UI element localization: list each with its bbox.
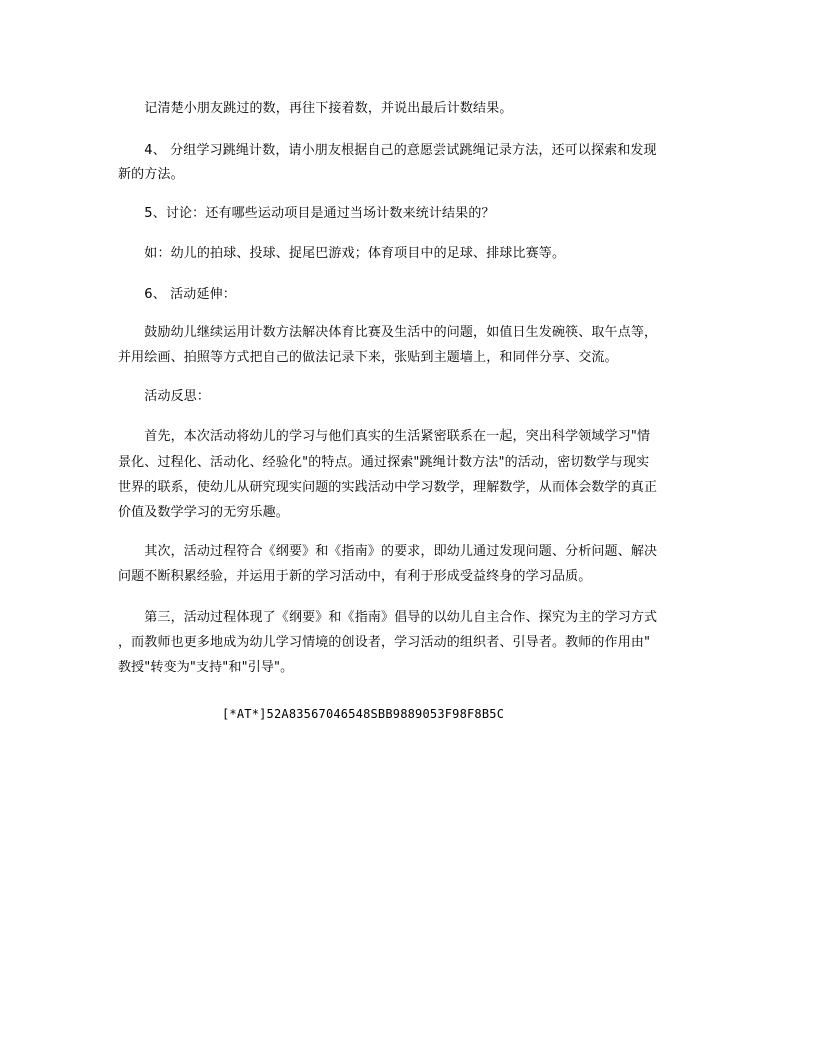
text-line: 并用绘画、拍照等方式把自己的做法记录下来，张贴到主题墙上，和同伴分享、交流。 <box>118 350 618 365</box>
text-line: 世界的联系，使幼儿从研究现实问题的实践活动中学习数学，理解数学，从而体会数学的真正 <box>118 480 658 495</box>
text-line: 活动反思： <box>118 389 211 404</box>
text-line: 6、 活动延伸： <box>118 287 236 302</box>
text-line: 教授"转变为"支持"和"引导"。 <box>118 660 294 675</box>
text-line: 记清楚小朋友跳过的数，再往下接着数，并说出最后计数结果。 <box>118 101 513 116</box>
text-line: 鼓励幼儿继续运用计数方法解决体育比赛及生活中的问题，如值日生发碗筷、取午点等， <box>118 325 658 340</box>
text-line: ，而教师也更多地成为幼儿学习情境的创设者，学习活动的组织者、引导者。教师的作用由" <box>118 635 651 650</box>
text-line: 问题不断积累经验，并运用于新的学习活动中，有利于形成受益终身的学习品质。 <box>118 569 592 584</box>
text-line: 价值及数学学习的无穷乐趣。 <box>118 505 289 520</box>
text-line: 新的方法。 <box>118 167 184 182</box>
text-line: 景化、过程化、活动化、经验化"的特点。通过探索"跳绳计数方法"的活动，密切数学与现实 <box>118 455 650 470</box>
text-line: 首先，本次活动将幼儿的学习与他们真实的生活紧密联系在一起，突出科学领域学习"情 <box>118 429 651 444</box>
text-line: 4、 分组学习跳绳计数，请小朋友根据自己的意愿尝试跳绳记录方法，还可以探索和发现 <box>118 143 657 158</box>
document-code: [*AT*]52A83567046548SBB9889053F98F8B5C <box>222 707 505 721</box>
text-line: 其次，活动过程符合《纲要》和《指南》的要求，即幼儿通过发现问题、分析问题、解决 <box>118 544 658 559</box>
text-line: 如：幼儿的拍球、投球、捉尾巴游戏；体育项目中的足球、排球比赛等。 <box>118 246 566 261</box>
text-line: 第三，活动过程体现了《纲要》和《指南》倡导的以幼儿自主合作、探究为主的学习方式 <box>118 610 658 625</box>
text-line: 5、讨论：还有哪些运动项目是通过当场计数来统计结果的？ <box>118 206 495 221</box>
